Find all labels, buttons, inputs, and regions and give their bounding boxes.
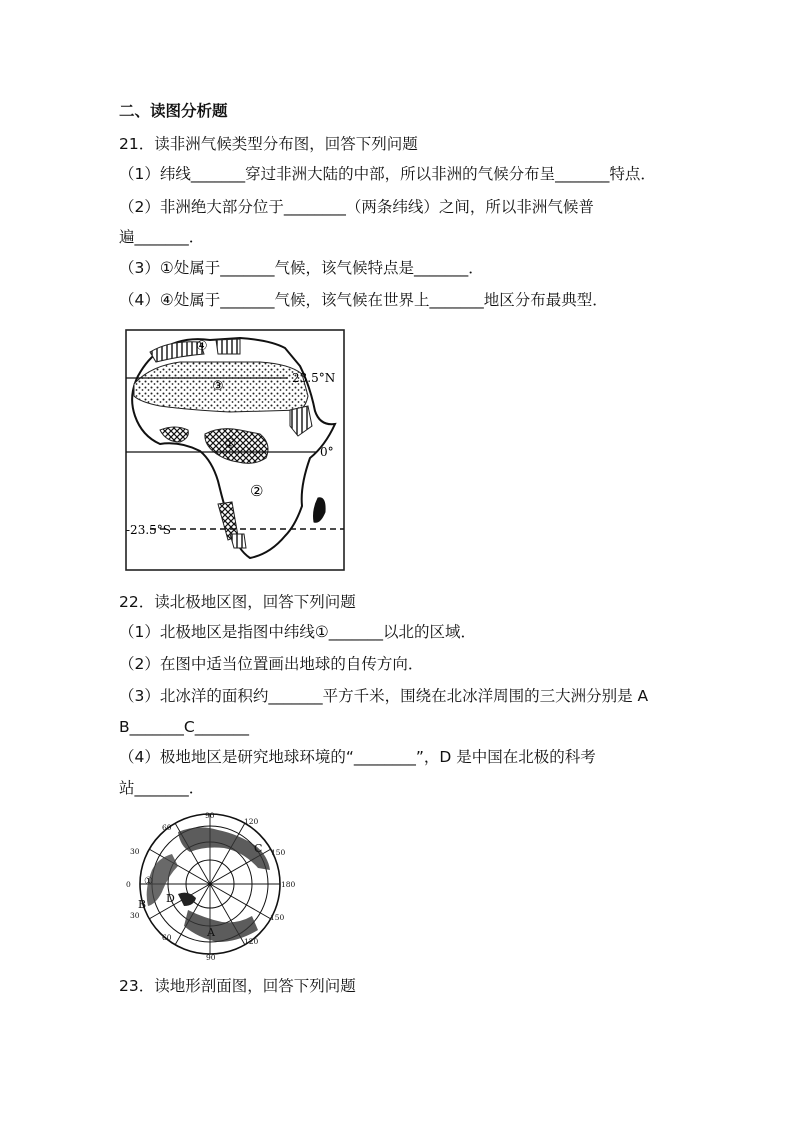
deg-30-left: 30 bbox=[130, 911, 140, 920]
q22-part1: （1）北极地区是指图中纬线①_______以北的区域． bbox=[119, 623, 477, 641]
label-a: A bbox=[207, 926, 215, 939]
label-equator: 0° bbox=[320, 445, 334, 459]
marker-2: ② bbox=[250, 482, 264, 500]
marker-4: ④ bbox=[196, 339, 208, 354]
q22-part3-line2: B_______C_______ bbox=[119, 718, 249, 736]
q21-part2-line1: （2）非洲绝大部分位于________（两条纬线）之间，所以非洲气候普 bbox=[119, 198, 594, 216]
label-1: ① bbox=[144, 876, 153, 887]
deg-0: 0 bbox=[126, 880, 131, 889]
q23-stem: 23．读地形剖面图，回答下列问题 bbox=[119, 977, 356, 995]
arctic-map bbox=[118, 810, 298, 960]
deg-30-left-top: 30 bbox=[130, 847, 140, 856]
deg-60-bottom: 60 bbox=[162, 933, 172, 942]
marker-1: ① bbox=[224, 437, 236, 452]
q21-part2-line2: 遍_______． bbox=[119, 228, 205, 246]
label-c: C bbox=[254, 842, 263, 855]
q22-part4-line1: （4）极地地区是研究地球环境的“________”，D 是中国在北极的科考 bbox=[119, 748, 596, 766]
deg-90-top: 90 bbox=[205, 811, 215, 820]
q21-part3: （3）①处属于_______气候，该气候特点是_______． bbox=[119, 259, 484, 277]
deg-180: 180 bbox=[281, 880, 296, 889]
deg-120-top: 120 bbox=[244, 817, 259, 826]
q22-part4-line2: 站_______． bbox=[119, 779, 205, 797]
africa-climate-map bbox=[120, 326, 350, 576]
section-title: 二、读图分析题 bbox=[119, 102, 228, 120]
deg-150-right-bottom: 150 bbox=[270, 913, 285, 922]
q22-part2: （2）在图中适当位置画出地球的自传方向． bbox=[119, 655, 424, 673]
deg-120-bottom: 120 bbox=[244, 937, 259, 946]
marker-3: ③ bbox=[212, 379, 224, 394]
q21-part1: （1）纬线_______穿过非洲大陆的中部，所以非洲的气候分布呈_______特点． bbox=[119, 165, 656, 183]
label-23-5-n: 23.5°N bbox=[292, 371, 336, 385]
q21-stem: 21．读非洲气候类型分布图，回答下列问题 bbox=[119, 135, 418, 153]
label-b: B bbox=[138, 898, 147, 911]
q22-part3-line1: （3）北冰洋的面积约_______平方千米，围绕在北冰洋周围的三大洲分别是 A bbox=[119, 687, 649, 705]
deg-150-right: 150 bbox=[271, 848, 286, 857]
q21-part4: （4）④处属于_______气候，该气候在世界上_______地区分布最典型． bbox=[119, 291, 608, 309]
deg-60-top: 60 bbox=[162, 823, 172, 832]
deg-90-bottom: 90 bbox=[206, 953, 216, 960]
label-23-5-s: -23.5°S bbox=[126, 523, 171, 537]
label-d: D bbox=[166, 892, 175, 905]
q22-stem: 22．读北极地区图，回答下列问题 bbox=[119, 593, 356, 611]
